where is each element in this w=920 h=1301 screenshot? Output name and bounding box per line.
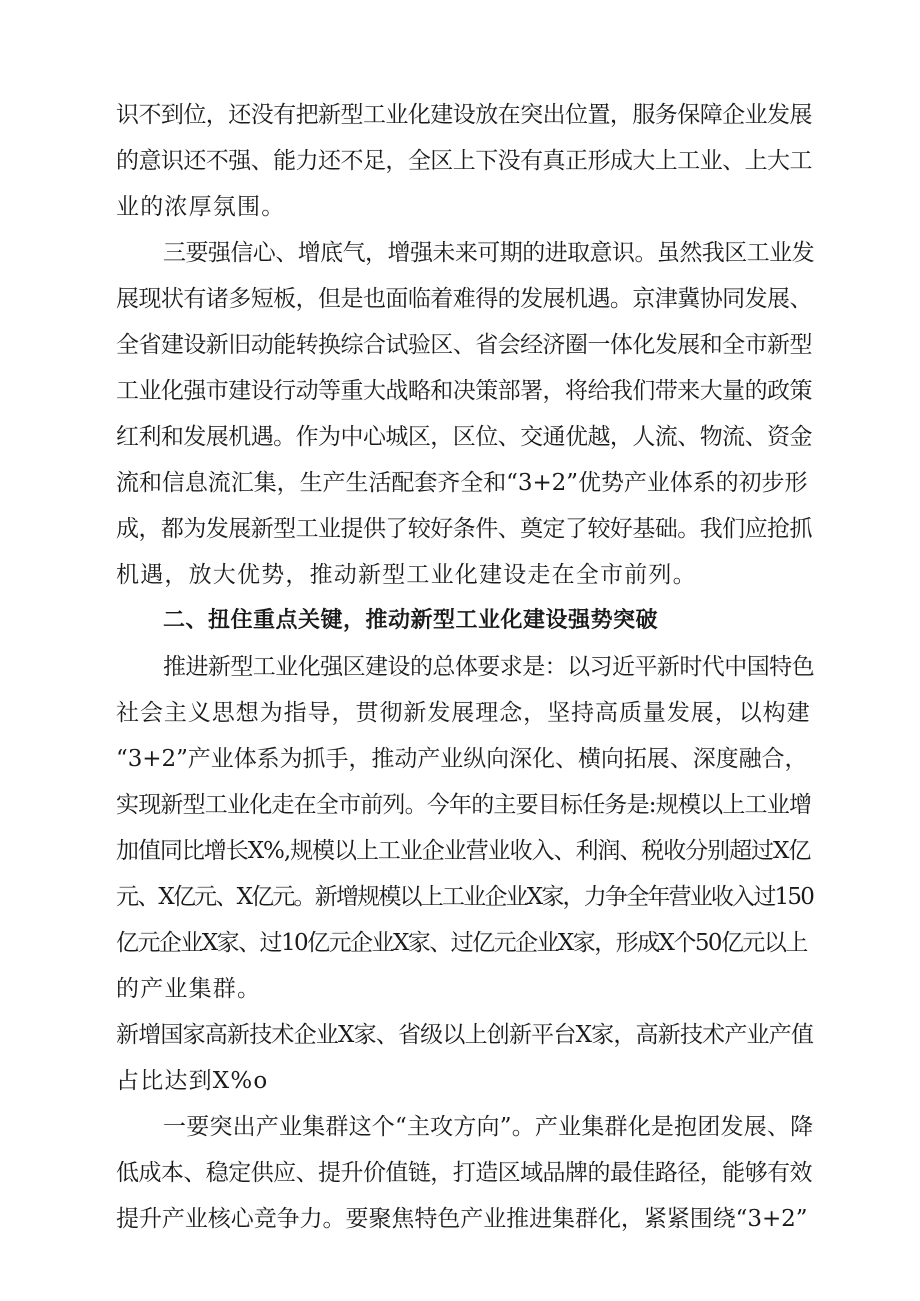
text-line: 低成本、稳定供应、提升价值链，打造区域品牌的最佳路径，能够有效 (116, 1160, 812, 1186)
text-line: 的产业集群。 (116, 976, 262, 1002)
text-line: 机遇，放大优势，推动新型工业化建设走在全市前列。 (116, 562, 697, 588)
text-line: 实现新型工业化走在全市前列。今年的主要目标任务是:规模以上工业增 (116, 792, 812, 818)
text-line: 流和信息流汇集，生产生活配套齐全和“3+2”优势产业体系的初步形 (116, 470, 808, 496)
text-line: 工业化强市建设行动等重大战略和决策部署，将给我们带来大量的政策 (116, 378, 812, 404)
text-line: 新增国家高新技术企业X家、省级以上创新平台X家，高新技术产业产值 (116, 1022, 814, 1048)
text-line: 提升产业核心竞争力。要聚焦特色产业推进集群化，紧紧围绕“3+2” (116, 1206, 808, 1232)
text-line: “3+2”产业体系为抓手，推动产业纵向深化、横向拓展、深度融合， (116, 746, 808, 772)
text-line: 一要突出产业集群这个“主攻方向”。产业集群化是抱团发展、降 (163, 1114, 814, 1140)
text-line: 的意识还不强、能力还不足，全区上下没有真正形成大上工业、上大工 (116, 148, 812, 174)
text-line: 社会主义思想为指导，贯彻新发展理念，坚持高质量发展，以构建 (116, 700, 811, 726)
text-line: 展现状有诸多短板，但是也面临着难得的发展机遇。京津冀协同发展、 (116, 286, 812, 312)
text-line: 识不到位，还没有把新型工业化建设放在突出位置，服务保障企业发展 (116, 102, 812, 128)
section-heading: 二、扭住重点关键，推动新型工业化建设强势突破 (163, 608, 659, 633)
text-line: 全省建设新旧动能转换综合试验区、省会经济圈一体化发展和全市新型 (116, 332, 812, 358)
text-line: 元、X亿元、X亿元。新增规模以上工业企业X家，力争全年营业收入过150 (116, 884, 814, 910)
text-line: 业的浓厚氛围。 (116, 194, 286, 220)
text-line: 亿元企业X家、过10亿元企业X家、过亿元企业X家，形成X个50亿元以上 (116, 930, 807, 956)
text-line: 占比达到X%o (116, 1068, 269, 1094)
text-line: 推进新型工业化强区建设的总体要求是：以习近平新时代中国特色 (163, 654, 815, 680)
text-line: 三要强信心、增底气，增强未来可期的进取意识。虽然我区工业发 (163, 240, 815, 266)
text-line: 成，都为发展新型工业提供了较好条件、奠定了较好基础。我们应抢抓 (116, 516, 812, 542)
text-line: 红利和发展机遇。作为中心城区，区位、交通优越，人流、物流、资金 (116, 424, 812, 450)
text-line: 加值同比增长X%,规模以上工业企业营业收入、利润、税收分别超过X亿 (116, 838, 811, 864)
